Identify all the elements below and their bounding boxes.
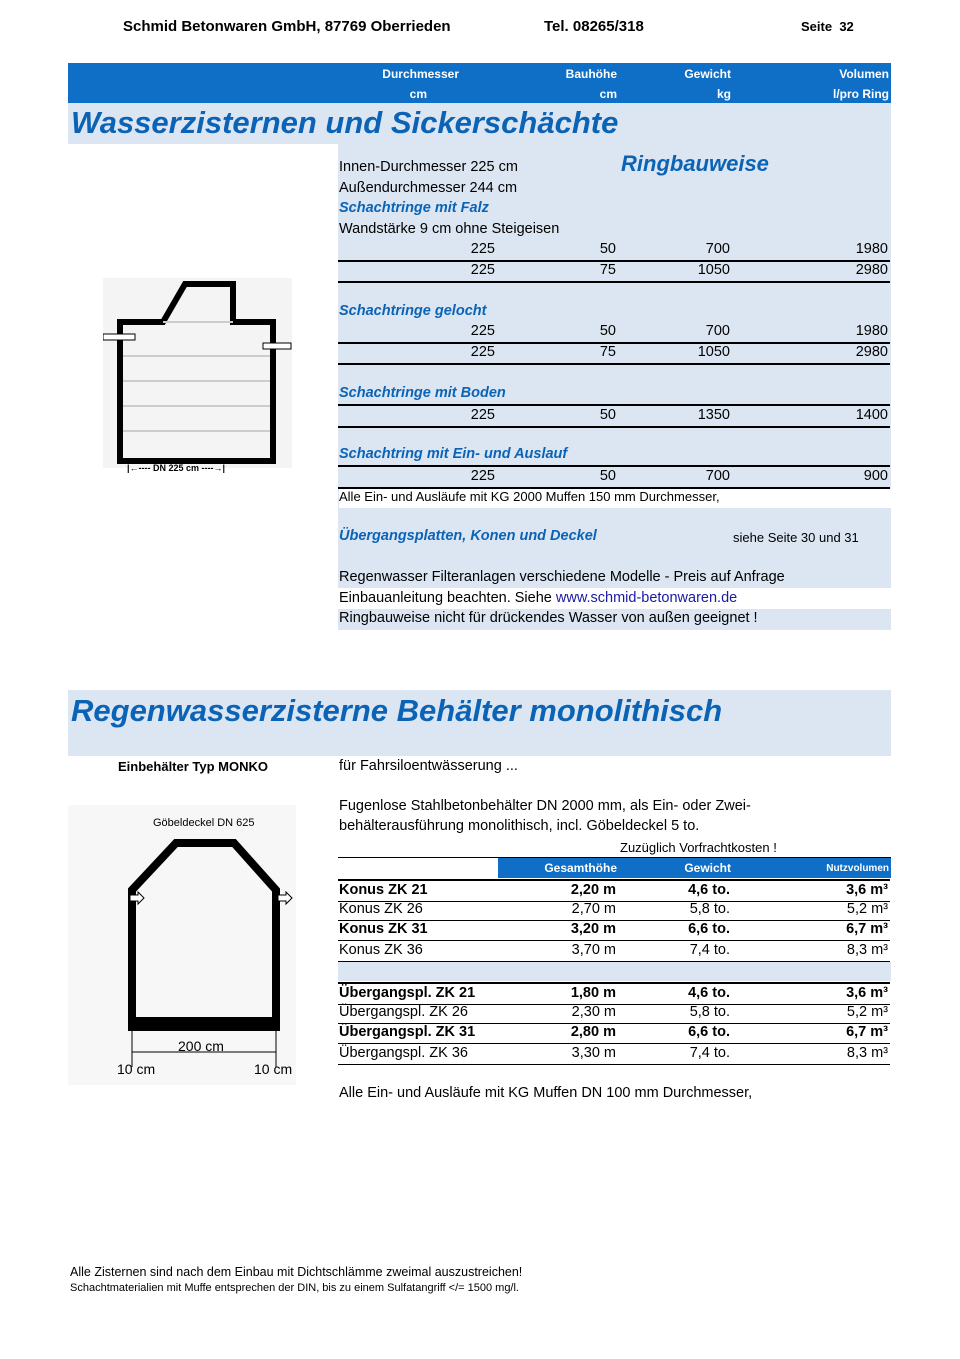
cell-bauhoehe: 50	[599, 407, 616, 423]
cell-volumen: 6,7 m³	[846, 921, 888, 937]
cell-volumen: 5,2 m³	[846, 1004, 888, 1020]
cell-gewicht: 1350	[697, 407, 730, 423]
cell-volumen: 2980	[855, 262, 888, 278]
cell-volumen: 900	[863, 468, 888, 484]
wall-right-label: 10 cm	[254, 1061, 293, 1077]
cell-hoehe: 2,20 m	[570, 882, 616, 898]
col-gesamthoehe: Gesamthöhe	[544, 861, 617, 875]
cell-name: Konus ZK 26	[339, 901, 423, 917]
cell-durchmesser: 225	[470, 407, 495, 423]
monko-column-bar	[498, 858, 891, 878]
cell-gewicht: 700	[705, 468, 730, 484]
monko-diagram	[68, 805, 296, 1085]
table-row	[338, 465, 890, 489]
cell-hoehe: 3,30 m	[571, 1045, 616, 1061]
monko-note-kg: Alle Ein- und Ausläufe mit KG Muffen DN 100 mm Durchmesser,	[339, 1085, 753, 1101]
col-bauhoehe-unit: cm	[599, 87, 617, 101]
table-row	[338, 879, 890, 902]
table-row	[338, 1003, 890, 1024]
cell-gewicht: 700	[705, 241, 730, 257]
cell-name: Konus ZK 21	[339, 882, 428, 898]
cell-volumen: 3,6 m³	[846, 882, 888, 898]
dn-label-text: DN 225 cm	[153, 463, 200, 473]
cell-gewicht: 4,6 to.	[688, 882, 730, 898]
cell-bauhoehe: 75	[599, 262, 616, 278]
uebergang-title: Übergangsplatten, Konen und Deckel	[339, 528, 597, 544]
cell-bauhoehe: 50	[599, 241, 616, 257]
section1-title: Wasserzisternen und Sickerschächte	[71, 105, 619, 140]
warn-note: Ringbauweise nicht für drückendes Wasser von außen geeignet !	[339, 610, 758, 626]
cell-name: Übergangspl. ZK 31	[339, 1024, 476, 1040]
group-title-gelocht: Schachtringe gelocht	[339, 303, 487, 319]
page-number: 32	[839, 19, 854, 34]
cell-durchmesser: 225	[470, 344, 495, 360]
cell-hoehe: 3,20 m	[570, 921, 616, 937]
wandstaerke: Wandstärke 9 cm ohne Steigeisen	[339, 221, 560, 237]
cell-volumen: 8,3 m³	[846, 942, 888, 958]
schacht-diagram	[103, 278, 292, 478]
footer-line2: Schachtmaterialien mit Muffe entsprechen der DIN, bis zu einem Sulfatangriff </= 1500 mg/l.	[70, 1282, 519, 1294]
diagram-dn-label: |←---- DN 225 cm ----→|	[127, 463, 226, 473]
cell-volumen: 1980	[855, 241, 888, 257]
table-row	[338, 1044, 890, 1065]
group-title-falz: Schachtringe mit Falz	[339, 200, 489, 216]
cell-gewicht: 5,8 to.	[689, 1004, 730, 1020]
col-gewicht-monko: Gewicht	[684, 861, 731, 875]
table-row	[338, 240, 890, 262]
cell-gewicht: 1050	[697, 344, 730, 360]
cell-name: Übergangspl. ZK 21	[339, 985, 476, 1001]
table-row	[338, 322, 890, 344]
footer-line1: Alle Zisternen sind nach dem Einbau mit Dichtschlämme zweimal auszustreichen!	[70, 1265, 523, 1279]
table-row	[338, 982, 890, 1005]
table-row	[338, 404, 890, 428]
cell-hoehe: 2,80 m	[570, 1024, 616, 1040]
table-row	[338, 941, 890, 962]
section2-title: Regenwasserzisterne Behälter monolithisch	[71, 693, 723, 728]
cell-hoehe: 3,70 m	[571, 942, 616, 958]
schacht-drawing	[103, 278, 292, 478]
einbau-note	[339, 590, 737, 606]
ringbauweise-label: Ringbauweise	[621, 151, 769, 176]
cell-name: Übergangspl. ZK 36	[339, 1045, 468, 1061]
cell-gewicht: 6,6 to.	[688, 1024, 730, 1040]
cell-durchmesser: 225	[470, 241, 495, 257]
cell-durchmesser: 225	[470, 468, 495, 484]
fahrsilo-note: für Fahrsiloentwässerung ...	[339, 758, 518, 774]
note-kg-2000: Alle Ein- und Ausläufe mit KG 2000 Muffen 150 mm Durchmesser,	[339, 489, 891, 508]
cell-gewicht: 5,8 to.	[689, 901, 730, 917]
spacer-band	[338, 962, 891, 981]
cell-durchmesser: 225	[470, 262, 495, 278]
monko-typ: Einbehälter Typ MONKO	[118, 759, 268, 774]
cell-volumen: 1980	[855, 323, 888, 339]
group-title-einlauf: Schachtring mit Ein- und Auslauf	[339, 446, 568, 462]
cell-gewicht: 6,6 to.	[688, 921, 730, 937]
cell-hoehe: 1,80 m	[570, 985, 616, 1001]
col-nutzvolumen: Nutzvolumen	[826, 863, 889, 874]
cell-name: Übergangspl. ZK 26	[339, 1004, 468, 1020]
cell-hoehe: 2,30 m	[571, 1004, 616, 1020]
cell-name: Konus ZK 36	[339, 942, 423, 958]
cell-volumen: 8,3 m³	[846, 1045, 888, 1061]
einbau-prefix: Einbauanleitung beachten. Siehe	[339, 590, 552, 606]
cell-gewicht: 1050	[697, 262, 730, 278]
page-indicator	[801, 19, 854, 34]
col-durchmesser-unit: cm	[409, 87, 427, 101]
wall-left-label: 10 cm	[117, 1061, 156, 1077]
desc-line1: Fugenlose Stahlbetonbehälter DN 2000 mm, als Ein- oder Zwei-	[339, 798, 751, 814]
cell-volumen: 3,6 m³	[846, 985, 888, 1001]
group-title-boden: Schachtringe mit Boden	[339, 385, 506, 401]
col-durchmesser: Durchmesser	[382, 67, 459, 81]
cell-volumen: 2980	[855, 344, 888, 360]
cell-bauhoehe: 50	[599, 323, 616, 339]
phone-number: Tel. 08265/318	[544, 18, 644, 35]
cell-name: Konus ZK 31	[339, 921, 428, 937]
table-row	[338, 920, 890, 941]
uebergang-ref: siehe Seite 30 und 31	[733, 530, 859, 545]
fracht-note: Zuzüglich Vorfrachtkosten !	[620, 840, 777, 855]
page-label: Seite	[801, 19, 833, 34]
col-volumen-unit: l/pro Ring	[833, 87, 889, 101]
cell-volumen: 5,2 m³	[846, 901, 888, 917]
innen-durchmesser: Innen-Durchmesser 225 cm	[339, 159, 518, 175]
cell-gewicht: 7,4 to.	[689, 942, 730, 958]
cell-gewicht: 4,6 to.	[688, 985, 730, 1001]
cell-volumen: 6,7 m³	[846, 1024, 888, 1040]
filter-note: Regenwasser Filteranlagen verschiedene Modelle - Preis auf Anfrage	[339, 569, 785, 585]
table-row	[338, 1023, 890, 1044]
col-bauhoehe: Bauhöhe	[565, 67, 617, 81]
cell-durchmesser: 225	[470, 323, 495, 339]
col-volumen: Volumen	[839, 67, 889, 81]
cell-volumen: 1400	[855, 407, 888, 423]
column-header-bar	[68, 63, 891, 103]
table-row	[338, 343, 890, 365]
cell-gewicht: 7,4 to.	[689, 1045, 730, 1061]
col-gewicht: Gewicht	[684, 67, 731, 81]
aussen-durchmesser: Außendurchmesser 244 cm	[339, 180, 518, 196]
table-row	[338, 261, 890, 283]
goebeldeckel-label: Göbeldeckel DN 625	[153, 817, 255, 829]
table-row	[338, 900, 890, 921]
cell-hoehe: 2,70 m	[571, 901, 616, 917]
cell-bauhoehe: 75	[599, 344, 616, 360]
website-link[interactable]: www.schmid-betonwaren.de	[555, 590, 738, 606]
cell-bauhoehe: 50	[599, 468, 616, 484]
col-gewicht-unit: kg	[716, 87, 731, 101]
cell-gewicht: 700	[705, 323, 730, 339]
width-label: 200 cm	[178, 1038, 224, 1054]
desc-line2: behälterausführung monolithisch, incl. Göbeldeckel 5 to.	[339, 818, 700, 834]
company-name: Schmid Betonwaren GmbH, 87769 Oberrieden	[123, 18, 451, 35]
